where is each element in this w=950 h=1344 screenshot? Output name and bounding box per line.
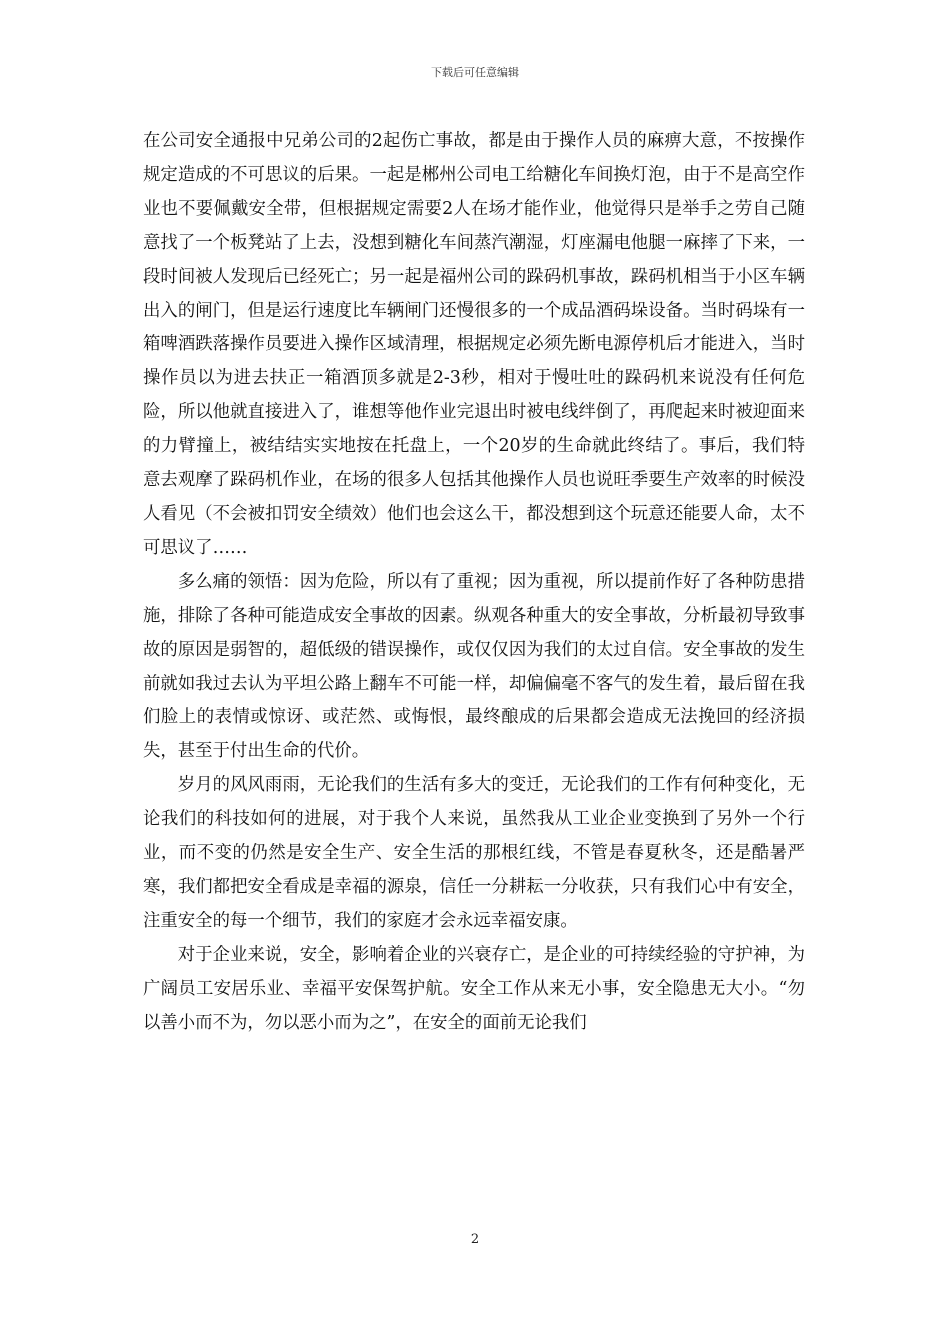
paragraph-accident-report: 在公司安全通报中兄弟公司的2起伤亡事故，都是由于操作人员的麻痹大意，不按操作规定造成的不可思议的后果。一起是郴州公司电工给糖化车间换灯泡，由于不是高空作业也不要佩戴安全带，但根据规定需要2人在场才能作业，他觉得只是举手之劳自己随意找了一个板凳站了上去，没想到糖化车间蒸汽潮湿，灯座漏电他腿一麻摔了下来，一段时间被人发现后已经死亡；另一起是福州公司的跺码机事故，跺码机相当于小区车辆出入的闸门，但是运行速度比车辆闸门还慢很多的一个成品酒码垛设备。当时码垛有一箱啤酒跌落操作员要进入操作区域清理，根据规定必须先断电源停机后才能进入，当时操作员以为进去扶正一箱酒顶多就是2-3秒，相对于慢吐吐的跺码机来说没有任何危险，所以他就直接进入了，谁想等他作业完退出时被电线绊倒了，再爬起来时被迎面来的力臂撞上，被结结实实地按在托盘上，一个20岁的生命就此终结了。事后，我们特意去观摩了跺码机作业，在场的很多人包括其他操作人员也说旺季要生产效率的时候没人看见（不会被扣罚安全绩效）他们也会这么干，都没想到这个玩意还能要人命，太不可思议了…… [143, 131, 805, 558]
document-body [143, 125, 805, 1040]
page-header: 下载后可任意编辑 [431, 66, 519, 79]
paragraph-enterprise-safety: 对于企业来说，安全，影响着企业的兴衰存亡，是企业的可持续经验的守护神，为广阔员工安居乐业、幸福平安保驾护航。安全工作从来无小事，安全隐患无大小。“勿以善小而不为，勿以恶小而为之”，在安全的面前无论我们 [143, 944, 805, 1033]
page-number: 2 [470, 1232, 480, 1247]
paragraph-painful-lesson: 多么痛的领悟：因为危险，所以有了重视；因为重视，所以提前作好了各种防患措施，排除了各种可能造成安全事故的因素。纵观各种重大的安全事故，分析最初导致事故的原因是弱智的，超低级的错误操作，或仅仅因为我们的太过自信。安全事故的发生前就如我过去认为平坦公路上翻车不可能一样，却偏偏毫不客气的发生着，最后留在我们脸上的表情或惊讶、或茫然、或悔恨，最终酿成的后果都会造成无法挽回的经济损失，甚至于付出生命的代价。 [143, 571, 805, 762]
paragraph-personal-safety: 岁月的风风雨雨，无论我们的生活有多大的变迁，无论我们的工作有何种变化，无论我们的科技如何的进展，对于我个人来说，虽然我从工业企业变换到了另外一个行业，而不变的仍然是安全生产、安全生活的那根红线，不管是春夏秋冬，还是酷暑严寒，我们都把安全看成是幸福的源泉，信任一分耕耘一分收获，只有我们心中有安全，注重安全的每一个细节，我们的家庭才会永远幸福安康。 [143, 775, 805, 931]
